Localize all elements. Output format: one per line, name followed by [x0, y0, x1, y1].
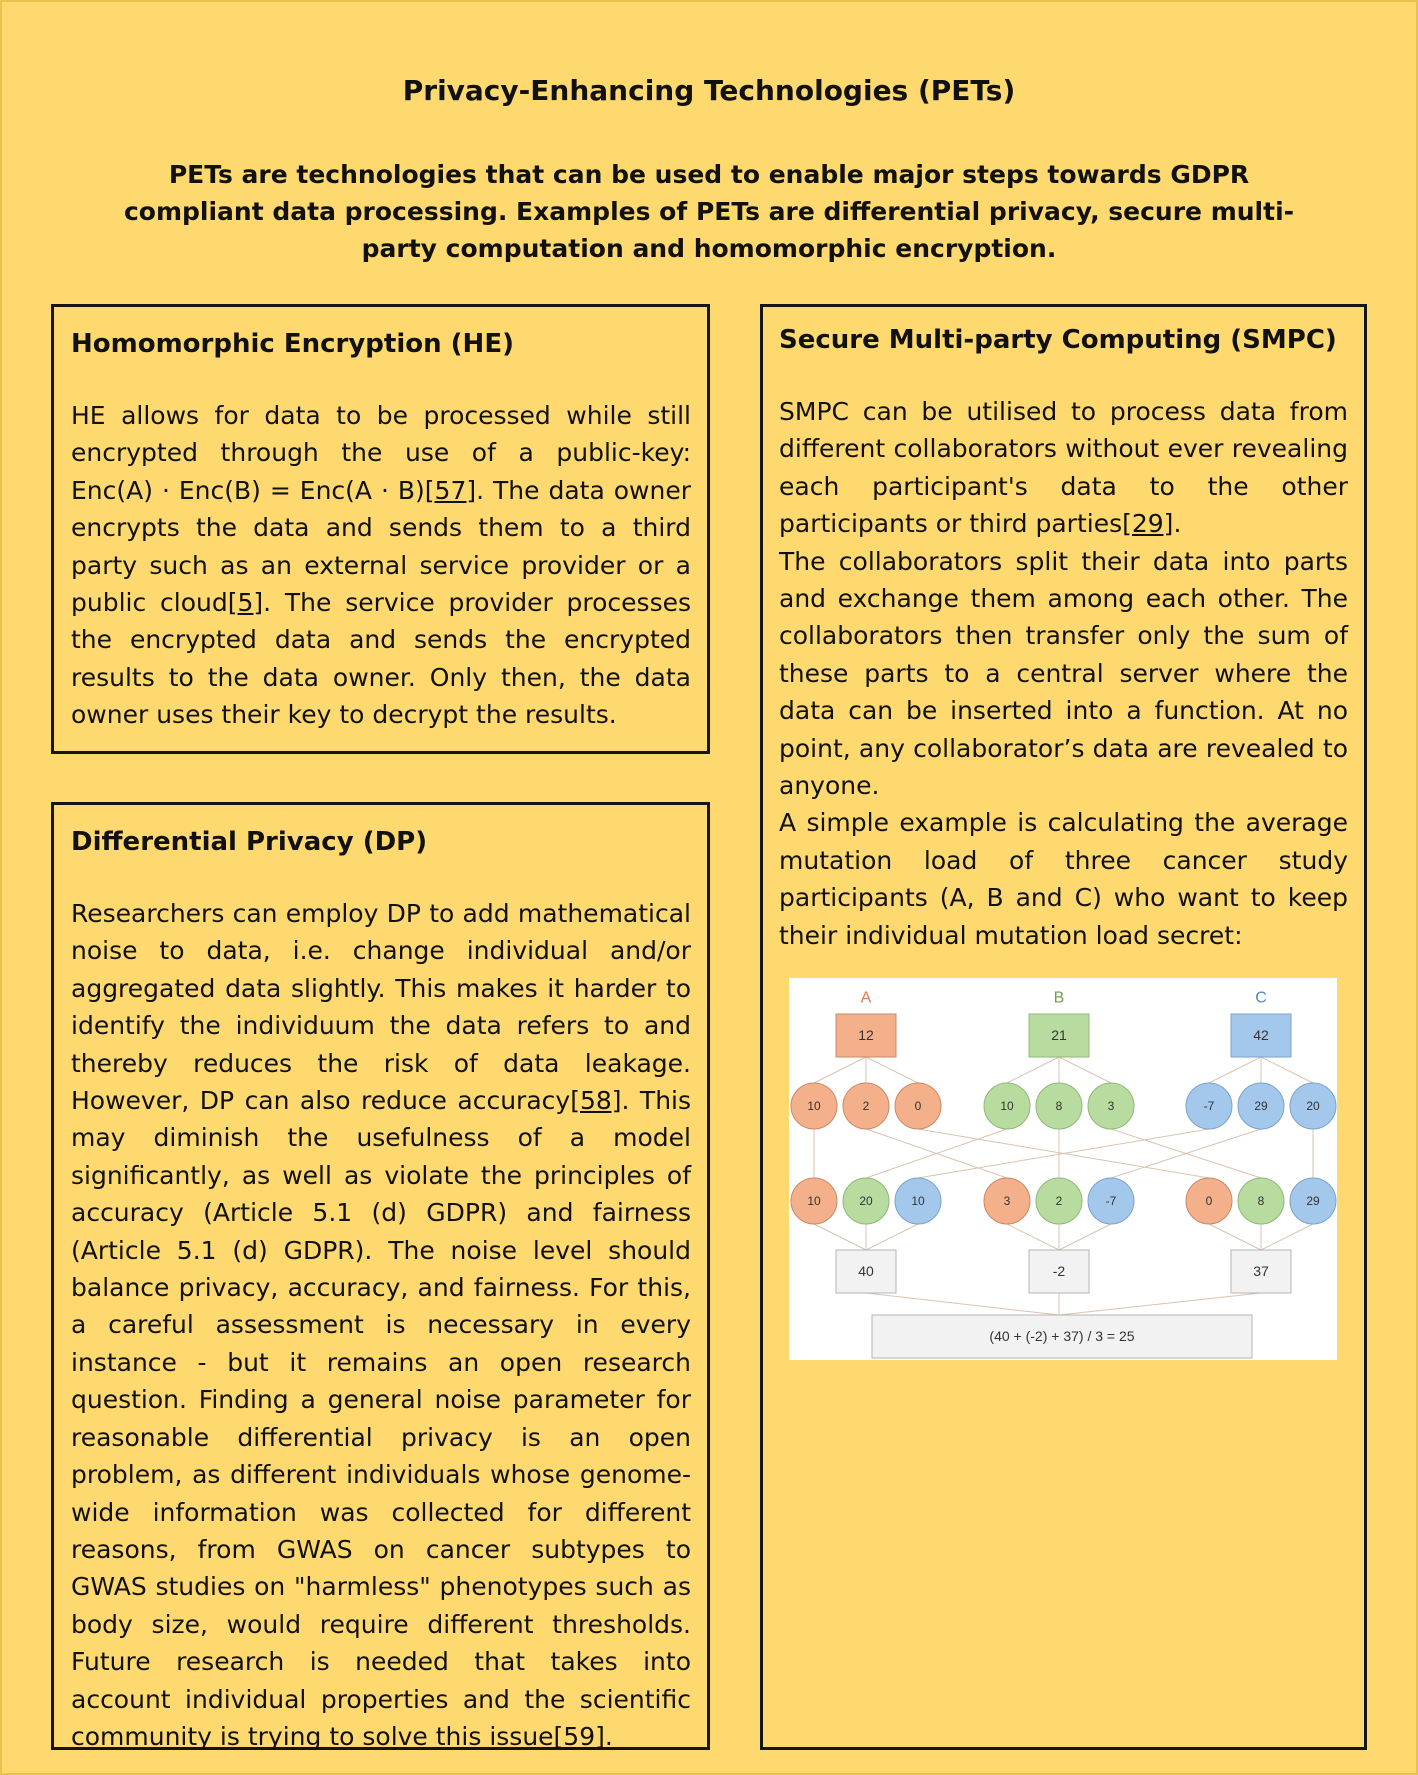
- share-value: 0: [914, 1099, 922, 1113]
- connector-line: [814, 1057, 866, 1083]
- share-value: 20: [1306, 1099, 1320, 1113]
- received-share-value: 20: [859, 1194, 873, 1208]
- connector-line: [1059, 1293, 1261, 1315]
- received-share-value: 3: [1003, 1194, 1011, 1208]
- he-text-part: . The service provider processes the encrypted data and sends the encrypted results to the data owner. Only then, the data owner uses their key to decrypt the results.: [71, 588, 692, 730]
- smpc-text-part: .: [1173, 509, 1182, 539]
- share-value: 8: [1055, 1099, 1063, 1113]
- connector-line: [1007, 1057, 1059, 1083]
- connector-line: [814, 1224, 866, 1250]
- smpc-text-1: [779, 393, 1348, 543]
- he-text-part: . The data owner encrypts the data and sends them to a third party such as an external service provider or a public cloud: [71, 475, 691, 618]
- received-share-value: 8: [1257, 1194, 1265, 1208]
- smpc-heading: Secure Multi-party Computing (SMPC): [779, 325, 1337, 355]
- connector-line: [866, 1057, 918, 1083]
- received-share-value: 29: [1306, 1194, 1320, 1208]
- received-share-value: 0: [1205, 1194, 1213, 1208]
- he-ref-57[interactable]: [57]: [424, 475, 477, 505]
- dp-text-part: .: [604, 1721, 613, 1751]
- connector-line: [1059, 1057, 1111, 1083]
- participant-value: 42: [1253, 1027, 1269, 1043]
- participant-value: 21: [1051, 1027, 1067, 1043]
- connector-line: [1059, 1224, 1111, 1250]
- smpc-ref-29[interactable]: [29]: [1122, 509, 1174, 539]
- received-share-value: 2: [1055, 1194, 1063, 1208]
- connector-line: [1261, 1224, 1313, 1250]
- share-value: 3: [1107, 1099, 1115, 1113]
- received-share-value: 10: [807, 1194, 821, 1208]
- connector-line: [1007, 1224, 1059, 1250]
- received-share-value: -7: [1105, 1194, 1117, 1208]
- connector-line: [1209, 1224, 1261, 1250]
- participant-label-b: B: [1053, 989, 1065, 1007]
- received-share-value: 10: [911, 1194, 925, 1208]
- smpc-diagram: [789, 978, 1337, 1360]
- share-value: 10: [807, 1099, 821, 1113]
- connector-line: [1209, 1057, 1261, 1083]
- sum-value: 40: [858, 1263, 874, 1279]
- sum-value: 37: [1253, 1263, 1269, 1279]
- he-text: [71, 397, 691, 734]
- page-title: Privacy-Enhancing Technologies (PETs): [402, 74, 1016, 107]
- participant-label-a: A: [860, 989, 872, 1007]
- participant-label-c: C: [1255, 989, 1267, 1007]
- he-section: [51, 304, 710, 754]
- dp-text-part: . This may diminish the usefulness of a model significantly, as well as violate the principles of accuracy (Article 5.1 (d) GDPR) and fairness (Article 5.1 (d) GDPR). The noise level should balance privacy, accuracy, and fairness. For this, a careful assessment is necessary in every instance - but it remains an open research question. Finding a general noise parameter for reasonable differential privacy is an open problem, as different individuals whose genome-wide information was collected for different reasons, from GWAS on cancer subtypes to GWAS studies on "harmless" phenotypes such as body size, would require different thresholds. Future research is needed that takes into account individual properties and the scientific community is trying to solve this issue: [71, 1086, 692, 1751]
- participant-value: 12: [858, 1027, 874, 1043]
- intro-text: PETs are technologies that can be used to enable major steps towards GDPR compliant data processing. Examples of PETs are differential privacy, secure multi-party computation and homomorphic encryption.: [123, 160, 1295, 263]
- result-formula: (40 + (-2) + 37) / 3 = 25: [989, 1328, 1135, 1344]
- share-value: -7: [1203, 1099, 1215, 1113]
- he-heading: Homomorphic Encryption (HE): [71, 329, 514, 359]
- dp-ref-59[interactable]: [59]: [553, 1721, 605, 1751]
- share-value: 10: [1000, 1099, 1014, 1113]
- smpc-text-2: The collaborators split their data into parts and exchange them among each other. The collaborators then transfer only the sum of these parts to a central server where the data can be inserted into a function. At no point, any collaborator’s data are revealed to anyone.: [779, 546, 1348, 801]
- connector-line: [866, 1293, 1059, 1315]
- smpc-text-3: A simple example is calculating the average mutation load of three cancer study participants (A, B and C) who want to keep their individual mutation load secret:: [779, 808, 1348, 950]
- connector-line: [1261, 1057, 1313, 1083]
- share-value: 29: [1254, 1099, 1268, 1113]
- sum-value: -2: [1052, 1263, 1066, 1279]
- smpc-diagram-svg: [789, 978, 1337, 1360]
- share-value: 2: [862, 1099, 870, 1113]
- smpc-text-part: SMPC can be utilised to process data from different collaborators without ever revealing each participant's data to the other participants or third parties: [779, 397, 1348, 539]
- dp-ref-58[interactable]: [58]: [570, 1086, 622, 1116]
- dp-heading: Differential Privacy (DP): [71, 827, 428, 857]
- he-text-part: HE allows for data to be processed while still encrypted through the use of a public-key: Enc(A) · Enc(B) = Enc(A · B): [71, 401, 691, 505]
- dp-section: [51, 802, 710, 1750]
- connector-line: [866, 1224, 918, 1250]
- dp-text-part: Researchers can employ DP to add mathematical noise to data, i.e. change individual and/or aggregated data slightly. This makes it harder to identify the individuum the data refers to and thereby reduces the risk of data leakage. However, DP can also reduce accuracy: [71, 899, 691, 1116]
- he-ref-5[interactable]: [5]: [227, 588, 264, 618]
- dp-text: [71, 895, 691, 1755]
